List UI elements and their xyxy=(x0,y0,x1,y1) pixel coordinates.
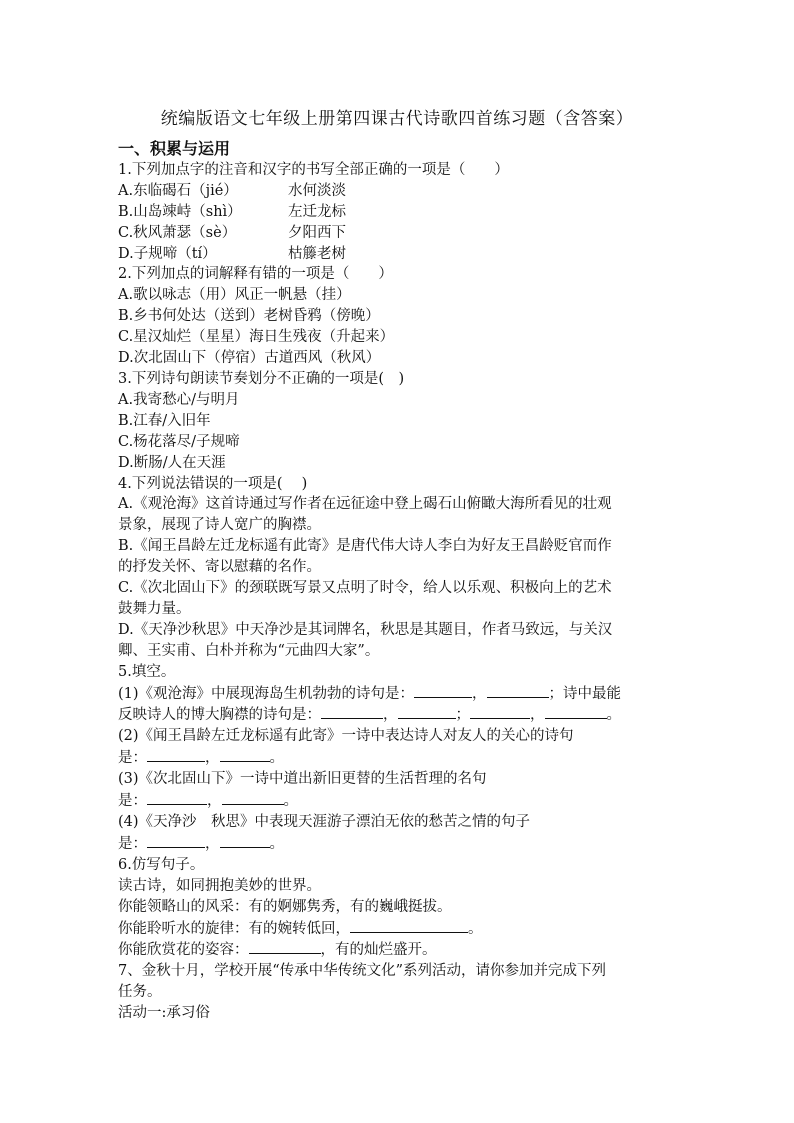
question-6-line: 你能欣赏花的姿容： ，有的灿烂盛开。 xyxy=(118,939,678,961)
answer-blank[interactable] xyxy=(249,939,321,954)
question-4-stem: 4.下列说法错误的一项是( ) xyxy=(118,475,308,492)
question-1-option-c: C.秋风萧瑟（sè） 夕阳西下 xyxy=(118,224,346,241)
answer-blank[interactable] xyxy=(220,747,270,762)
question-7-line: 7、金秋十月，学校开展“传承中华传统文化”系列活动，请你参加并完成下列 xyxy=(118,963,607,980)
section-heading: 一、积累与运用 xyxy=(118,139,231,158)
question-4-line: 卿、王实甫、白朴并称为“元曲四大家”。 xyxy=(118,642,380,659)
question-1-stem: 1.下列加点字的注音和汉字的书写全部正确的一项是（ ） xyxy=(118,161,509,178)
question-5-part-1-line-2: 反映诗人的博大胸襟的诗句是： ， ； ， 。 xyxy=(118,704,678,726)
question-6-stem: 6.仿写句子。 xyxy=(118,856,205,873)
question-1-option-b: B.山岛竦峙（shì） 左迁龙标 xyxy=(118,203,346,220)
question-5-part-2-line-2: 是： ， 。 xyxy=(118,747,678,769)
question-4-line: D.《天净沙秋思》中天净沙是其词牌名，秋思是其题目，作者马致远，与关汉 xyxy=(118,621,613,638)
answer-blank[interactable] xyxy=(147,747,205,762)
question-6-line: 你能聆听水的旋律：有的婉转低回， 。 xyxy=(118,918,678,940)
answer-blank[interactable] xyxy=(487,683,549,698)
answer-blank[interactable] xyxy=(350,918,468,933)
question-6-line: 你能领略山的风采：有的婀娜隽秀，有的巍峨挺拔。 xyxy=(118,898,452,915)
question-3-option-c: C.杨花落尽/子规啼 xyxy=(118,433,240,450)
question-2-stem: 2.下列加点的词解释有错的一项是（ ） xyxy=(118,266,393,283)
question-7-line: 任务。 xyxy=(118,984,162,1001)
answer-blank[interactable] xyxy=(321,704,383,719)
question-3-option-a: A.我寄愁心/与明月 xyxy=(118,391,240,408)
question-4-line: 景象，展现了诗人宽广的胸襟。 xyxy=(118,517,321,534)
document-body xyxy=(118,139,678,1024)
answer-blank[interactable] xyxy=(398,704,456,719)
question-5-stem: 5.填空。 xyxy=(118,663,176,680)
question-4-line: B.《闻王昌龄左迁龙标遥有此寄》是唐代伟大诗人李白为好友王昌龄贬官而作 xyxy=(118,538,612,555)
answer-blank[interactable] xyxy=(222,790,284,805)
question-5-part-4-line-2: 是： ， 。 xyxy=(118,833,678,855)
question-4-line: A.《观沧海》这首诗通过写作者在远征途中登上碣石山俯瞰大海所看见的壮观 xyxy=(118,496,612,513)
question-2-option-a: A.歌以咏志（用）风正一帆悬（挂） xyxy=(118,287,351,304)
answer-blank[interactable] xyxy=(220,833,270,848)
question-4-line: 鼓舞力量。 xyxy=(118,600,191,617)
question-5-part-4-line-1: (4)《天净沙 秋思》中表现天涯游子漂泊无依的愁苦之情的句子 xyxy=(118,814,531,830)
question-2-option-b: B.乡书何处达（送到）老树昏鸦（傍晚） xyxy=(118,308,380,325)
answer-blank[interactable] xyxy=(414,683,472,698)
question-1-option-d: D.子规啼（tí） 枯籐老树 xyxy=(118,245,346,262)
answer-blank[interactable] xyxy=(470,704,530,719)
question-6-line: 读古诗，如同拥抱美妙的世界。 xyxy=(118,877,321,894)
answer-blank[interactable] xyxy=(545,704,607,719)
question-2-option-d: D.次北固山下（停宿）古道西风（秋风） xyxy=(118,350,381,367)
question-4-line: 的抒发关怀、寄以慰藉的名作。 xyxy=(118,559,321,576)
question-5-part-3-line-1: (3)《次北固山下》一诗中道出新旧更替的生活哲理的名句 xyxy=(118,771,487,788)
question-3-stem: 3.下列诗句朗读节奏划分不正确的一项是( ) xyxy=(118,370,405,387)
question-1-option-a: A.东临碣石（jié） 水何淡淡 xyxy=(118,182,346,199)
question-2-option-c: C.星汉灿烂（星星）海日生残夜（升起来） xyxy=(118,329,395,346)
question-4-line: C.《次北固山下》的颈联既写景又点明了时令，给人以乐观、积极向上的艺术 xyxy=(118,580,612,597)
answer-blank[interactable] xyxy=(147,833,205,848)
question-5-part-3-line-2: 是： ， 。 xyxy=(118,790,678,812)
question-7-activity: 活动一:承习俗 xyxy=(118,1005,210,1022)
question-3-option-b: B.江春/入旧年 xyxy=(118,412,211,429)
document-title: 统编版语文七年级上册第四课古代诗歌四首练习题（含答案） xyxy=(160,109,634,129)
answer-blank[interactable] xyxy=(147,790,207,805)
question-3-option-d: D.断肠/人在天涯 xyxy=(118,454,226,471)
question-5-part-2-line-1: (2)《闻王昌龄左迁龙标遥有此寄》一诗中表达诗人对友人的关心的诗句 xyxy=(118,728,574,745)
question-5-part-1-line-1: (1)《观沧海》中展现海岛生机勃勃的诗句是： ， ；诗中最能 xyxy=(118,683,678,705)
